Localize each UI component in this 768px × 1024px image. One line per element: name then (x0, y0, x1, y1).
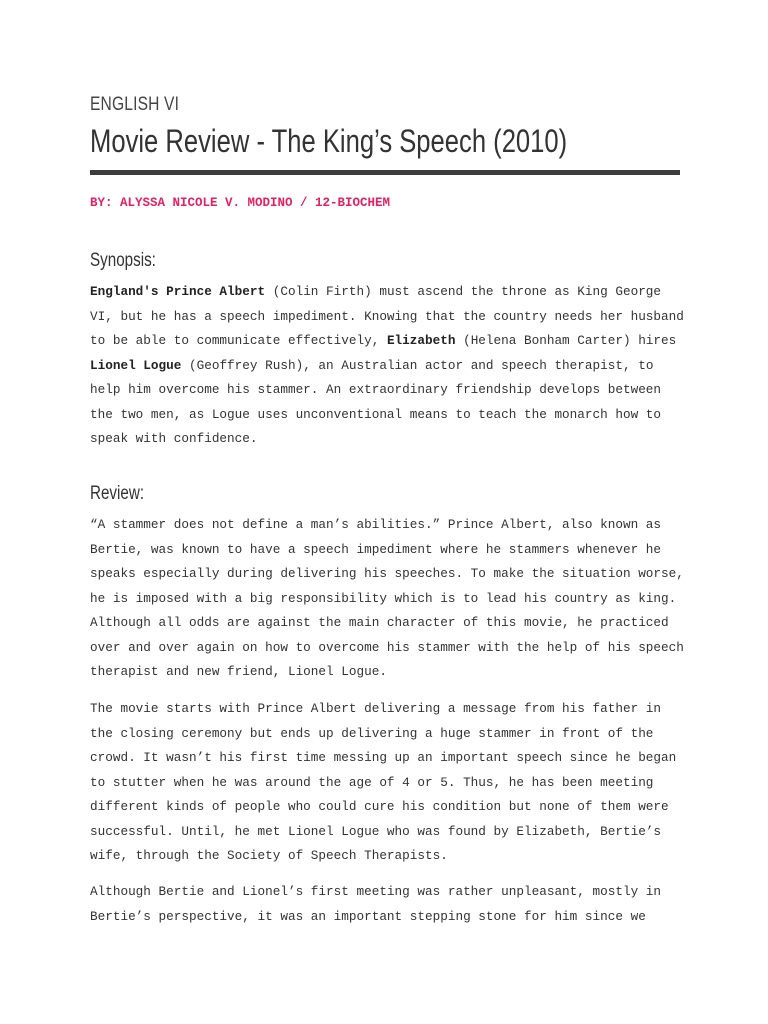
review-paragraph-2 (90, 697, 690, 869)
synopsis-line: Lionel Logue (Geoffrey Rush), an Australian actor and speech therapist, to (90, 357, 654, 373)
bold-name: Lionel Logue (90, 357, 182, 373)
review-line: Although Bertie and Lionel’s first meeting was rather unpleasant, mostly in (90, 884, 662, 899)
review-line: wife, through the Society of Speech Therapists. (90, 848, 448, 863)
page-title: Movie Review - The King’s Speech (2010) (90, 123, 568, 159)
synopsis-heading: Synopsis: (90, 250, 156, 271)
review-line: therapist and new friend, Lionel Logue. (90, 664, 387, 679)
review-line: Bertie’s perspective, it was an important stepping stone for him since we (90, 908, 646, 924)
review-line: the closing ceremony but ends up delivering a huge stammer in front of the (90, 725, 654, 741)
review-line: crowd. It wasn’t his first time messing up an important speech since he began (90, 750, 677, 765)
review-line: he is imposed with a big responsibility which is to lead his country as king. (90, 590, 677, 606)
author-byline: BY: ALYSSA NICOLE V. MODINO / 12-BIOCHEM (90, 196, 391, 210)
bold-name: England's Prince Albert (90, 284, 266, 299)
review-line: successful. Until, he met Lionel Logue who was found by Elizabeth, Bertie’s (90, 823, 662, 839)
review-paragraph-1 (90, 513, 690, 685)
title-divider (90, 170, 680, 175)
synopsis-line: help him overcome his stammer. An extraordinary friendship develops between (90, 382, 662, 397)
review-heading: Review: (90, 483, 145, 504)
synopsis-line: to be able to communicate effectively, Elizabeth (Helena Bonham Carter) hires (90, 333, 677, 348)
review-line: to stutter when he was around the age of 4 or 5. Thus, he has been meeting (90, 774, 654, 790)
review-line: different kinds of people who could cure his condition but none of them were (90, 799, 669, 814)
review-paragraph-3 (90, 880, 690, 929)
synopsis-line: speak with confidence. (90, 431, 258, 446)
synopsis-line: VI, but he has a speech impediment. Knowing that the country needs her husband (90, 308, 684, 324)
review-line: Although all odds are against the main character of this movie, he practiced (90, 615, 669, 630)
review-line: “A stammer does not define a man’s abilities.” Prince Albert, also known as (90, 517, 662, 532)
bold-name: Elizabeth (386, 333, 456, 348)
course-label: ENGLISH VI (90, 94, 180, 115)
synopsis-line: England's Prince Albert (Colin Firth) must ascend the throne as King George (90, 284, 662, 299)
synopsis-paragraph (90, 280, 690, 452)
review-line: over and over again on how to overcome his stammer with the help of his speech (90, 639, 684, 655)
review-line: Bertie, was known to have a speech impediment where he stammers whenever he (90, 541, 662, 557)
synopsis-line: the two men, as Logue uses unconventional means to teach the monarch how to (90, 406, 662, 422)
review-line: The movie starts with Prince Albert delivering a message from his father in (90, 701, 662, 716)
review-line: speaks especially during delivering his speeches. To make the situation worse, (90, 566, 684, 581)
